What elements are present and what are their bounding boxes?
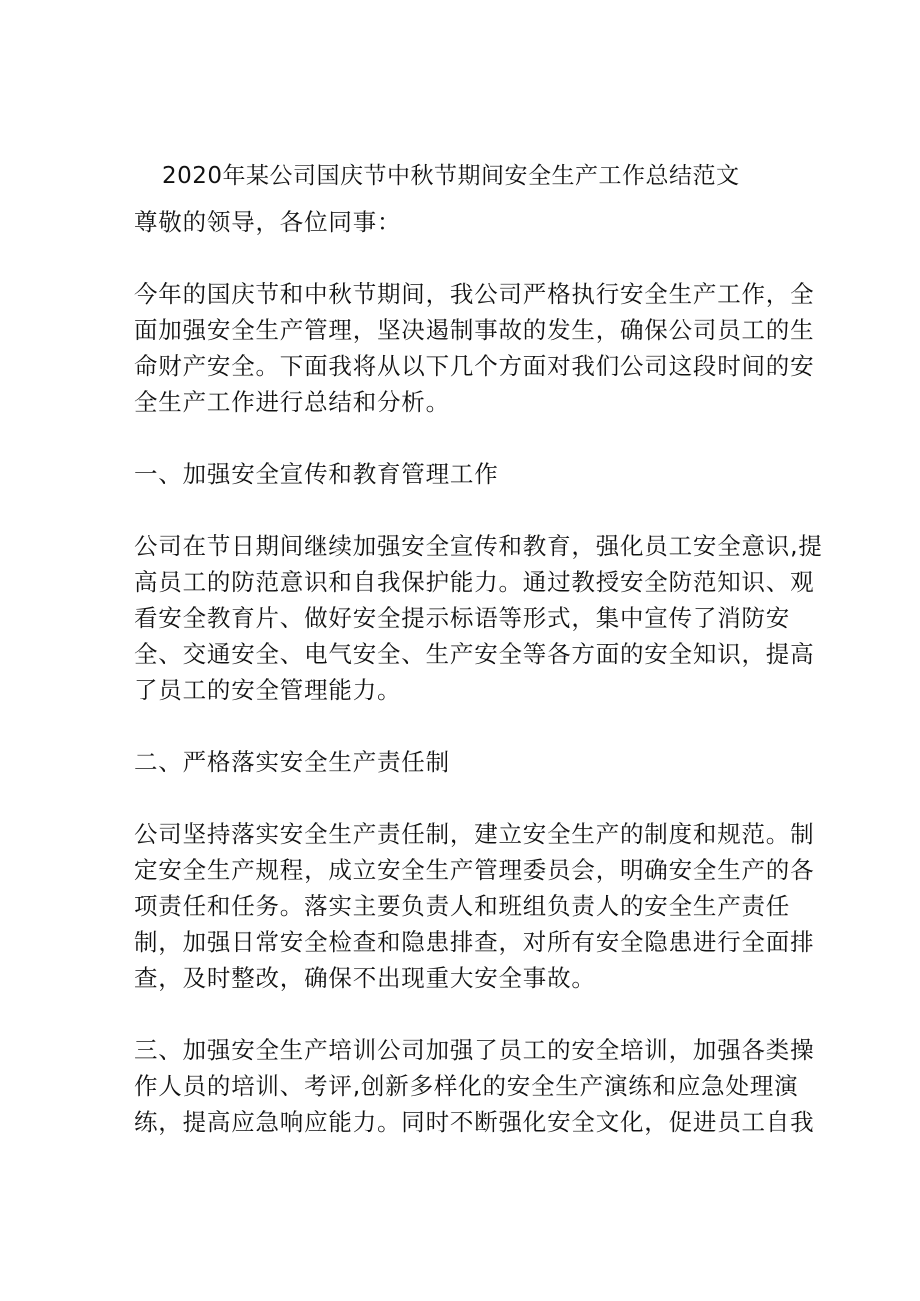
section-3-paragraph [134, 1032, 815, 1140]
text-line: 项责任和任务。落实主要负责人和班组负责人的安全生产责任 [134, 892, 791, 920]
text-line: 看安全教育片、做好安全提示标语等形式，集中宣传了消防安 [134, 604, 791, 632]
text-line: 公司坚持落实安全生产责任制，建立安全生产的制度和规范。制 [134, 820, 815, 848]
text-line: 全生产工作进行总结和分析。 [134, 388, 450, 416]
text-line: 作人员的培训、考评,创新多样化的安全生产演练和应急处理演 [134, 1072, 799, 1100]
section-1-paragraph [134, 528, 823, 708]
document-body [134, 158, 823, 1176]
text-line: 面加强安全生产管理，坚决遏制事故的发生，确保公司员工的生 [134, 316, 815, 344]
text-line: 定安全生产规程，成立安全生产管理委员会，明确安全生产的各 [134, 856, 815, 884]
text-line: 全、交通安全、电气安全、生产安全等各方面的安全知识，提高 [134, 640, 815, 668]
text-line: 练，提高应急响应能力。同时不断强化安全文化，促进员工自我 [134, 1108, 815, 1136]
text-line: 了员工的安全管理能力。 [134, 676, 402, 704]
intro-paragraph [134, 276, 815, 420]
document-title: 2020年某公司国庆节中秋节期间安全生产工作总结范文 [162, 163, 740, 189]
text-line: 今年的国庆节和中秋节期间，我公司严格执行安全生产工作，全 [134, 280, 815, 308]
salutation: 尊敬的领导，各位同事： [134, 208, 402, 236]
text-line: 制，加强日常安全检查和隐患排查，对所有安全隐患进行全面排 [134, 928, 815, 956]
section-heading-1: 一、加强安全宣传和教育管理工作 [134, 460, 499, 488]
text-line: 公司在节日期间继续加强安全宣传和教育，强化员工安全意识,提 [134, 532, 823, 560]
section-heading-2: 二、严格落实安全生产责任制 [134, 748, 450, 776]
text-line: 命财产安全。下面我将从以下几个方面对我们公司这段时间的安 [134, 352, 815, 380]
section-2-paragraph [134, 816, 815, 996]
text-line: 查，及时整改，确保不出现重大安全事故。 [134, 964, 596, 992]
text-line: 三、加强安全生产培训公司加强了员工的安全培训，加强各类操 [134, 1036, 815, 1064]
text-line: 高员工的防范意识和自我保护能力。通过教授安全防范知识、观 [134, 568, 815, 596]
